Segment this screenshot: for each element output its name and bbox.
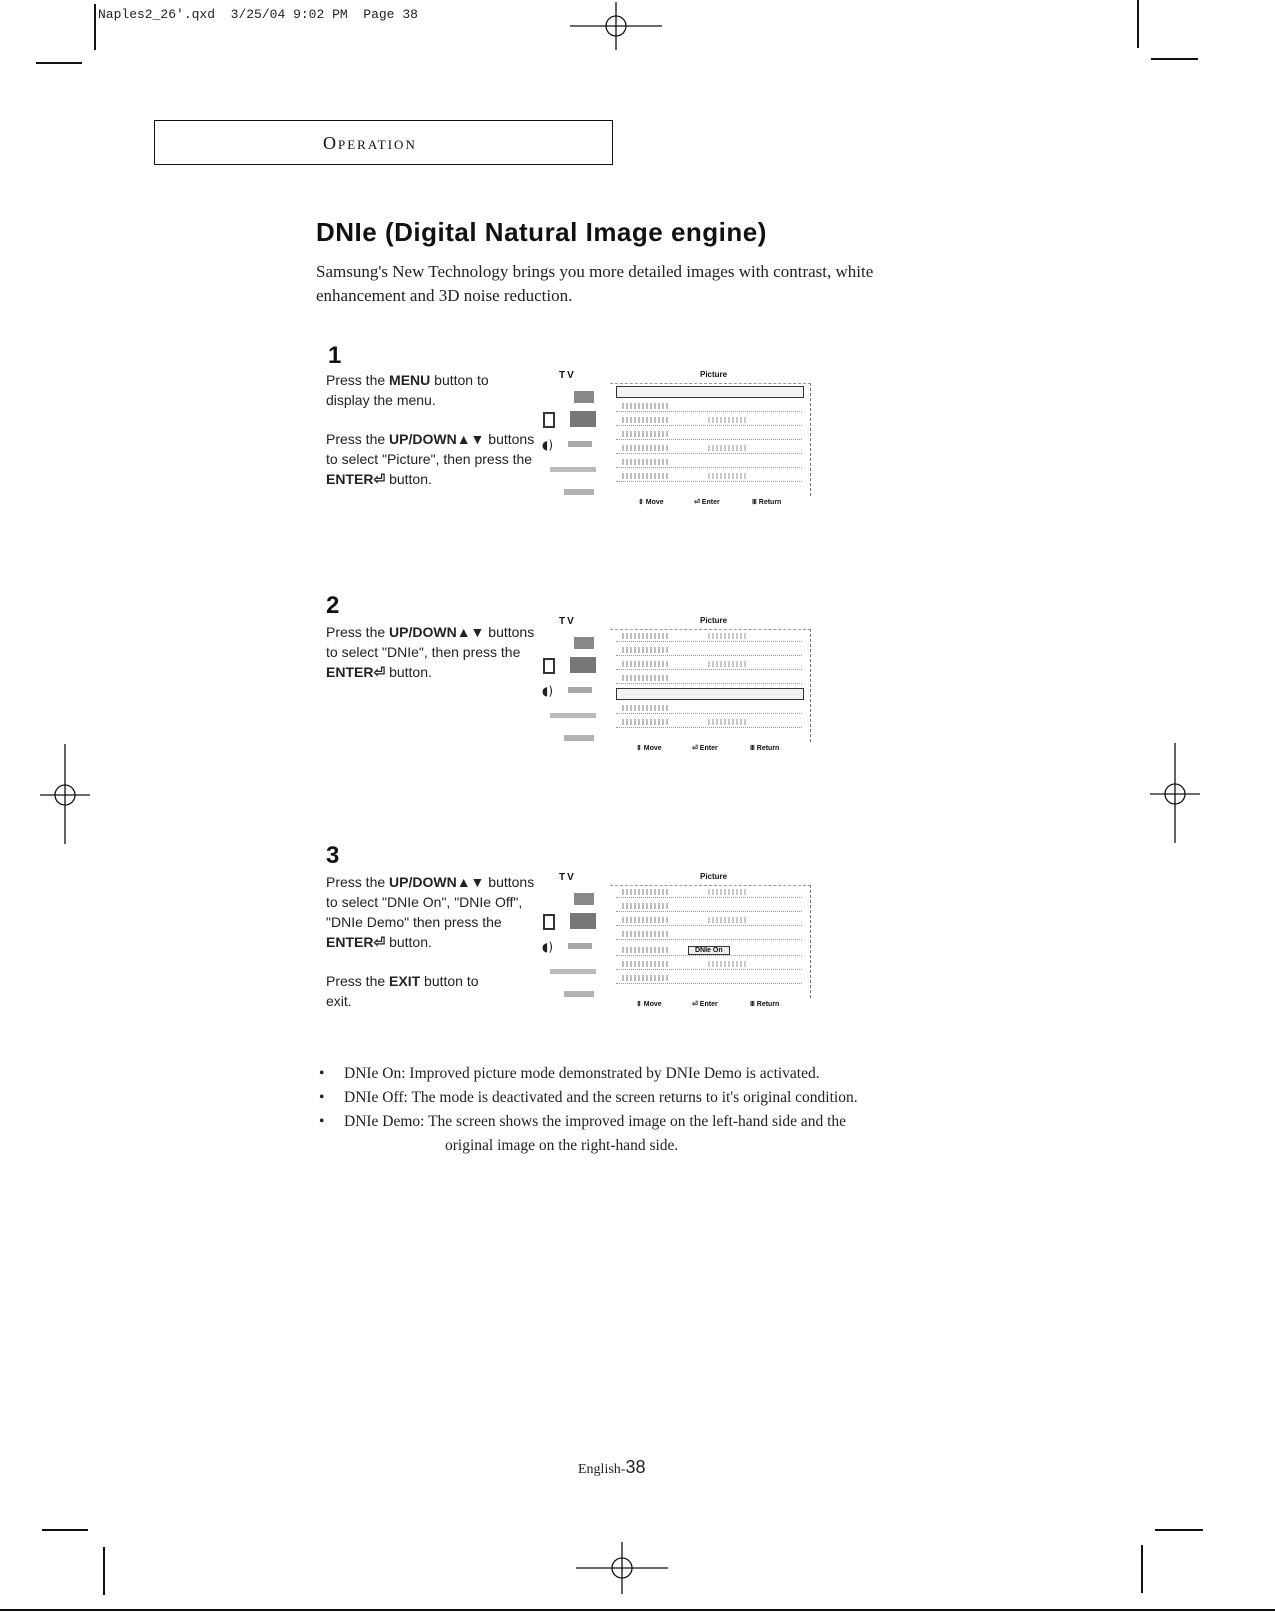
osd-row: [616, 458, 802, 468]
osd-dnie-popup: DNIe On: [688, 946, 730, 955]
osd-row: [616, 718, 802, 728]
list-item: • DNIe Demo: The screen shows the improved image on the left-hand side and the original image on the right-hand side.: [316, 1110, 976, 1158]
step-3-number: 3: [326, 842, 340, 869]
svg-text:◖): ◖): [542, 684, 554, 698]
slug-file: Naples2_26'.qxd: [98, 7, 216, 22]
osd-hint-move: ⇕ Move: [636, 1001, 662, 1008]
osd-hint-return: Ⅲ Return: [750, 1001, 780, 1008]
osd-row: [616, 402, 802, 412]
page-footer: [578, 1457, 645, 1478]
osd-row: [616, 444, 802, 454]
updown-key-label: UP/DOWN▲▼: [389, 431, 485, 447]
osd-row: [616, 960, 802, 970]
osd-row: [616, 430, 802, 440]
slug-page-number: 38: [402, 7, 418, 22]
list-item: • DNIe Off: The mode is deactivated and the screen returns to it's original condition.: [319, 1089, 858, 1106]
osd-menu-title: Picture: [700, 616, 728, 625]
crop-mark: [94, 4, 96, 50]
osd-row: [616, 632, 802, 642]
osd-menu-title: Picture: [700, 370, 728, 379]
step-1-instructions: [326, 370, 536, 508]
osd-row: [616, 902, 802, 912]
step-3-para-2: Press the EXIT button to exit.: [326, 973, 479, 1009]
osd-screenshot-2: [540, 616, 820, 756]
footer-prefix: English-: [578, 1462, 626, 1477]
osd-hint-enter: ⏎ Enter: [692, 745, 718, 752]
svg-text:◖): ◖): [542, 940, 554, 954]
footer-page-number: 38: [625, 1457, 646, 1477]
osd-tv-label: TV: [559, 616, 576, 627]
osd-hint-enter: ⏎ Enter: [694, 499, 720, 506]
section-label: Operation: [323, 133, 417, 153]
crop-mark: [103, 1547, 105, 1595]
osd-hint-return: Ⅲ Return: [752, 499, 782, 506]
slug-time: 9:02 PM: [293, 7, 348, 22]
osd-screenshot-3: [540, 872, 820, 1012]
osd-hint-enter: ⏎ Enter: [692, 1001, 718, 1008]
enter-key-label: ENTER⏎: [326, 664, 386, 680]
osd-screenshot-1: [540, 370, 820, 510]
svg-text:◖): ◖): [542, 438, 554, 452]
crop-mark: [42, 1529, 88, 1531]
updown-key-label: UP/DOWN▲▼: [389, 874, 485, 890]
osd-row: [616, 888, 802, 898]
step-3-para-1: Press the UP/DOWN▲▼ buttons to select "DNIe On", "DNIe Off", "DNIe Demo" then press the ENTER⏎ button.: [326, 874, 535, 950]
section-header-box: [154, 120, 613, 165]
osd-row: [616, 930, 802, 940]
osd-menu-title: Picture: [700, 872, 728, 881]
step-1-para-1: Press the MENU button to display the menu.: [326, 372, 489, 408]
osd-row: [616, 416, 802, 426]
list-item-continuation: original image on the right-hand side.: [445, 1137, 679, 1154]
step-3-instructions: [326, 872, 536, 1030]
updown-key-label: UP/DOWN▲▼: [389, 624, 485, 640]
registration-mark-right: [1150, 743, 1200, 843]
crop-mark: [36, 62, 82, 64]
slug-page-label: Page: [363, 7, 395, 22]
osd-tv-label: TV: [559, 872, 576, 883]
print-slug: [98, 7, 418, 22]
osd-row: [616, 472, 802, 482]
osd-row-selected: [616, 386, 804, 398]
osd-row: [616, 916, 802, 926]
step-1-number: 1: [328, 342, 342, 369]
crop-mark: [1141, 1545, 1143, 1593]
step-2-para-1: Press the UP/DOWN▲▼ buttons to select "DNIe", then press the ENTER⏎ button.: [326, 624, 535, 680]
osd-row: [616, 646, 802, 656]
slug-date: 3/25/04: [230, 7, 286, 22]
osd-hint-move: ⇕ Move: [638, 499, 664, 506]
crop-mark: [1155, 1529, 1203, 1531]
registration-mark-bottom: [572, 1542, 672, 1594]
enter-key-label: ENTER⏎: [326, 471, 386, 487]
crop-mark: [1151, 58, 1198, 60]
osd-row: [616, 660, 802, 670]
exit-key-label: EXIT: [389, 973, 421, 989]
osd-hint-return: Ⅲ Return: [750, 745, 780, 752]
intro-paragraph: Samsung's New Technology brings you more detailed images with contrast, white enhancement and 3D noise reduction.: [316, 262, 874, 305]
bottom-rule: [0, 1609, 1275, 1611]
step-2-instructions: [326, 622, 536, 701]
crop-mark: [1137, 0, 1139, 48]
osd-tv-label: TV: [559, 370, 576, 381]
osd-side-icons: [540, 385, 610, 497]
menu-key-label: MENU: [389, 372, 431, 388]
osd-row: [616, 704, 802, 714]
notes-list: [316, 1062, 976, 1158]
osd-row: [616, 674, 802, 684]
registration-mark-left: [40, 744, 90, 844]
list-item: • DNIe On: Improved picture mode demonstrated by DNIe Demo is activated.: [319, 1065, 820, 1082]
osd-side-icons: [540, 631, 610, 743]
osd-side-icons: [540, 887, 610, 999]
registration-mark-top: [566, 2, 666, 50]
osd-row: [616, 974, 802, 984]
page-title: DNIe (Digital Natural Image engine): [316, 217, 767, 247]
enter-key-label: ENTER⏎: [326, 934, 386, 950]
step-1-para-2: Press the UP/DOWN▲▼ buttons to select "Picture", then press the ENTER⏎ button.: [326, 431, 535, 487]
osd-hint-move: ⇕ Move: [636, 745, 662, 752]
step-2-number: 2: [326, 592, 340, 619]
osd-row-selected: [616, 688, 804, 700]
